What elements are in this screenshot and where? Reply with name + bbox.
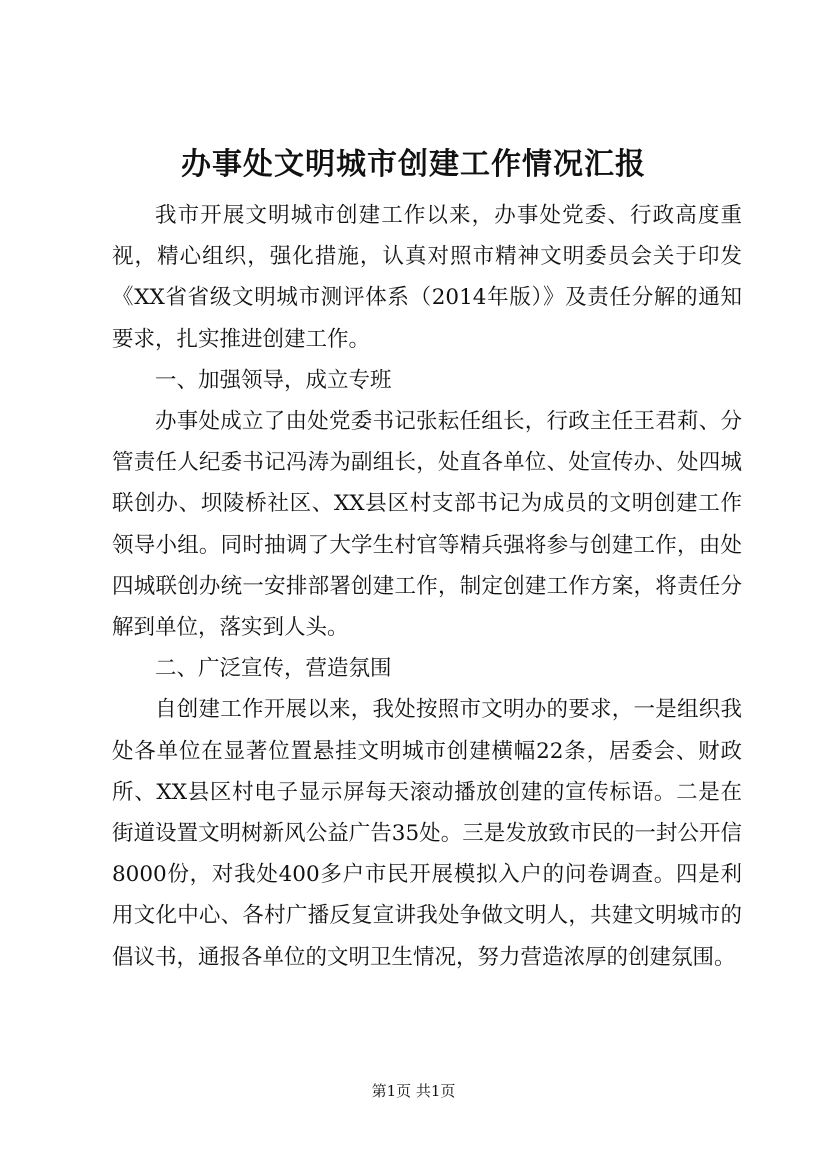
intro-paragraph: 我市开展文明城市创建工作以来，办事处党委、行政高度重视，精心组织，强化措施，认真对照市精神文明委员会关于印发《XX省省级文明城市测评体系（2014年版）》及责任分解的通知要求，扎实推进创建工作。: [112, 203, 742, 352]
page-footer: 第1页 共1页: [371, 1082, 456, 1100]
section-1-paragraph: 办事处成立了由处党委书记张耘任组长，行政主任王君莉、分管责任人纪委书记冯涛为副组长，处直各单位、处宣传办、处四城联创办、坝陵桥社区、XX县区村支部书记为成员的文明创建工作领导小组。同时抽调了大学生村官等精兵强将参与创建工作，由处四城联创办统一安排部署创建工作，制定创建工作方案，将责任分解到单位，落实到人头。: [112, 409, 742, 641]
section-heading-2: 二、广泛宣传，营造氛围: [155, 656, 392, 682]
document-body: [112, 195, 742, 978]
document-title: 办事处文明城市创建工作情况汇报: [181, 147, 646, 182]
section-heading-1: 一、加强领导，成立专班: [155, 367, 392, 393]
section-2-paragraph: 自创建工作开展以来，我处按照市文明办的要求，一是组织我处各单位在显著位置悬挂文明城市创建横幅22条，居委会、财政所、XX县区村电子显示屏每天滚动播放创建的宣传标语。二是在街道设置文明树新风公益广告35处。三是发放致市民的一封公开信8000份，对我处400多户市民开展模拟入户的问卷调查。四是利用文化中心、各村广播反复宣讲我处争做文明人，共建文明城市的倡议书，通报各单位的文明卫生情况，努力营造浓厚的创建氛围。: [112, 697, 742, 970]
